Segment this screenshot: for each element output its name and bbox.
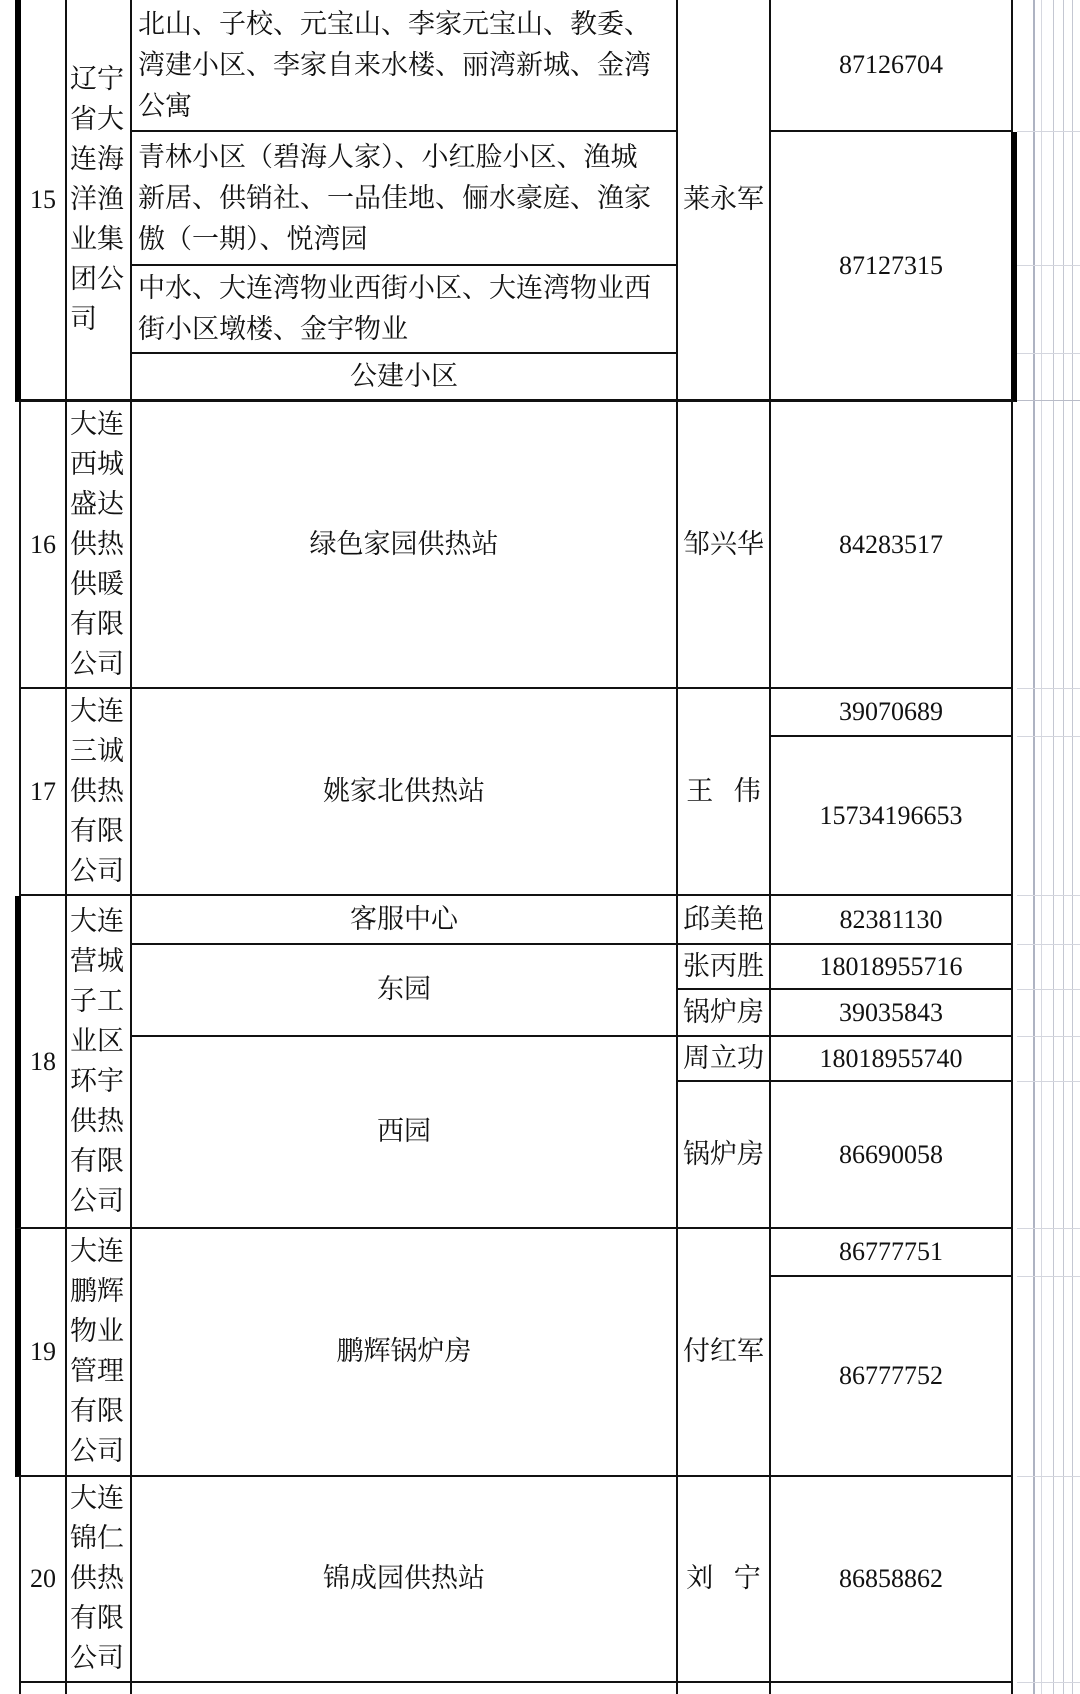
table-cell-partial [771, 1683, 1013, 1694]
phone-cell [771, 1477, 1013, 1683]
row-number-cell [19, 1477, 67, 1683]
service-area-cell [132, 132, 678, 266]
service-area: 中水、大连湾物业西街小区、大连湾物业西街小区墩楼、金宇物业 [138, 273, 651, 345]
row-number: 20 [30, 1564, 56, 1593]
service-area: 西园 [377, 1116, 431, 1147]
company-cell [67, 1229, 132, 1477]
contact-name: 刘 宁 [686, 1563, 761, 1594]
contact-name: 张丙胜 [683, 950, 764, 982]
contact-cell [678, 945, 771, 990]
contact-cell [678, 0, 771, 402]
row-number: 17 [30, 776, 56, 806]
phone-cell [771, 132, 1017, 402]
table-cell-partial [67, 1683, 132, 1694]
service-area-cell [132, 689, 678, 896]
grid-line [1033, 0, 1035, 1694]
row-number: 18 [30, 1046, 56, 1076]
grid-line [1017, 989, 1080, 990]
contact-cell [678, 896, 771, 945]
service-area: 鹏辉锅炉房 [336, 1336, 472, 1367]
service-area-cell [132, 0, 678, 132]
phone-number: 87127315 [839, 250, 943, 280]
grid-line [1041, 0, 1042, 1694]
service-area-cell [132, 1037, 678, 1229]
contact-cell [678, 990, 771, 1037]
service-area-cell [132, 896, 678, 945]
service-area-cell [132, 266, 678, 354]
company-name: 大连西城盛达供热供暖有限公司 [70, 408, 124, 680]
phone-cell [771, 1082, 1013, 1229]
contact-name: 莱永军 [683, 183, 764, 215]
grid-line [1017, 1682, 1080, 1683]
grid-line [1017, 1276, 1080, 1277]
phone-number: 18018955740 [819, 1043, 963, 1073]
contact-cell [678, 1229, 771, 1477]
phone-cell [771, 402, 1013, 689]
company-cell [67, 1477, 132, 1683]
grid-line [1017, 1476, 1080, 1477]
company-cell [67, 0, 132, 402]
contact-name: 王 伟 [686, 775, 761, 807]
company-name: 大连鹏辉物业管理有限公司 [70, 1236, 124, 1467]
service-area: 北山、子校、元宝山、李家元宝山、教委、湾建小区、李家自来水楼、丽湾新城、金湾公寓 [138, 8, 651, 122]
service-area-cell [132, 1477, 678, 1683]
row-number-cell [15, 896, 67, 1229]
contact-cell [678, 1477, 771, 1683]
phone-cell [771, 0, 1013, 132]
contact-name: 付红军 [683, 1336, 764, 1367]
grid-line [1072, 0, 1073, 1694]
company-name: 大连营城子工业区环宇供热有限公司 [70, 905, 124, 1217]
contact-name: 锅炉房 [683, 1138, 764, 1170]
phone-cell [771, 737, 1013, 896]
contact-name: 锅炉房 [683, 996, 764, 1028]
row-number-cell [19, 402, 67, 689]
phone-cell [771, 945, 1013, 990]
grid-line [1017, 736, 1080, 737]
grid-line [1063, 0, 1064, 1694]
phone-cell [771, 896, 1013, 945]
service-area-cell [132, 1229, 678, 1477]
contact-name: 周立功 [683, 1042, 764, 1074]
phone-cell [771, 1277, 1013, 1477]
row-number: 19 [30, 1337, 56, 1366]
company-name: 大连三诚供热有限公司 [70, 695, 124, 887]
contact-cell [678, 402, 771, 689]
grid-line [1053, 0, 1054, 1694]
contact-name: 邹兴华 [683, 528, 764, 560]
service-area-cell [132, 354, 678, 402]
service-area: 东园 [377, 974, 431, 1005]
company-cell [67, 402, 132, 689]
table-cell-partial [678, 1683, 771, 1694]
grid-line [1017, 944, 1080, 945]
grid-line [1017, 353, 1080, 354]
grid-line [1017, 1228, 1080, 1229]
row-number-cell [19, 689, 67, 896]
phone-number: 86690058 [839, 1139, 943, 1169]
grid-line [1017, 688, 1080, 689]
phone-number: 86777751 [839, 1237, 943, 1266]
contact-name: 邱美艳 [683, 903, 764, 935]
grid-line [1017, 1036, 1080, 1037]
phone-number: 15734196653 [819, 800, 963, 830]
grid-line [1017, 131, 1080, 132]
grid-line [1017, 265, 1080, 266]
company-cell [67, 689, 132, 896]
grid-line [1017, 1081, 1080, 1082]
phone-number: 18018955716 [819, 951, 963, 981]
phone-number: 39070689 [839, 697, 943, 726]
service-area: 青林小区（碧海人家）、小红脸小区、渔城新居、供销社、一品佳地、俪水豪庭、渔家傲（一期）、悦湾园 [138, 141, 651, 255]
contact-cell [678, 1037, 771, 1082]
service-area: 客服中心 [350, 903, 458, 935]
table-cell-partial [132, 1683, 678, 1694]
service-area: 公建小区 [350, 360, 458, 392]
phone-number: 86777752 [839, 1361, 943, 1390]
row-number: 15 [30, 184, 56, 214]
grid-line [1017, 895, 1080, 896]
phone-number: 87126704 [839, 50, 943, 79]
grid-line [1017, 400, 1080, 401]
contact-cell [678, 689, 771, 896]
contact-cell [678, 1082, 771, 1229]
phone-cell [771, 689, 1013, 737]
row-number: 16 [30, 529, 56, 559]
service-area: 锦成园供热站 [323, 1563, 485, 1594]
phone-number: 86858862 [839, 1564, 943, 1593]
company-name: 大连锦仁供热有限公司 [70, 1483, 124, 1674]
phone-cell [771, 1229, 1013, 1277]
service-area: 姚家北供热站 [323, 775, 485, 807]
row-number-cell [15, 0, 67, 402]
phone-cell [771, 1037, 1013, 1082]
phone-number: 39035843 [839, 997, 943, 1027]
company-name: 辽宁省大连海洋渔业集团公司 [70, 63, 124, 335]
phone-number: 84283517 [839, 529, 943, 559]
table-cell-partial [19, 1683, 67, 1694]
phone-cell [771, 990, 1013, 1037]
row-number-cell [15, 1229, 67, 1477]
company-cell [67, 896, 132, 1229]
phone-number: 82381130 [839, 904, 943, 934]
service-area-cell [132, 945, 678, 1037]
service-area: 绿色家园供热站 [309, 528, 499, 560]
service-area-cell [132, 402, 678, 689]
